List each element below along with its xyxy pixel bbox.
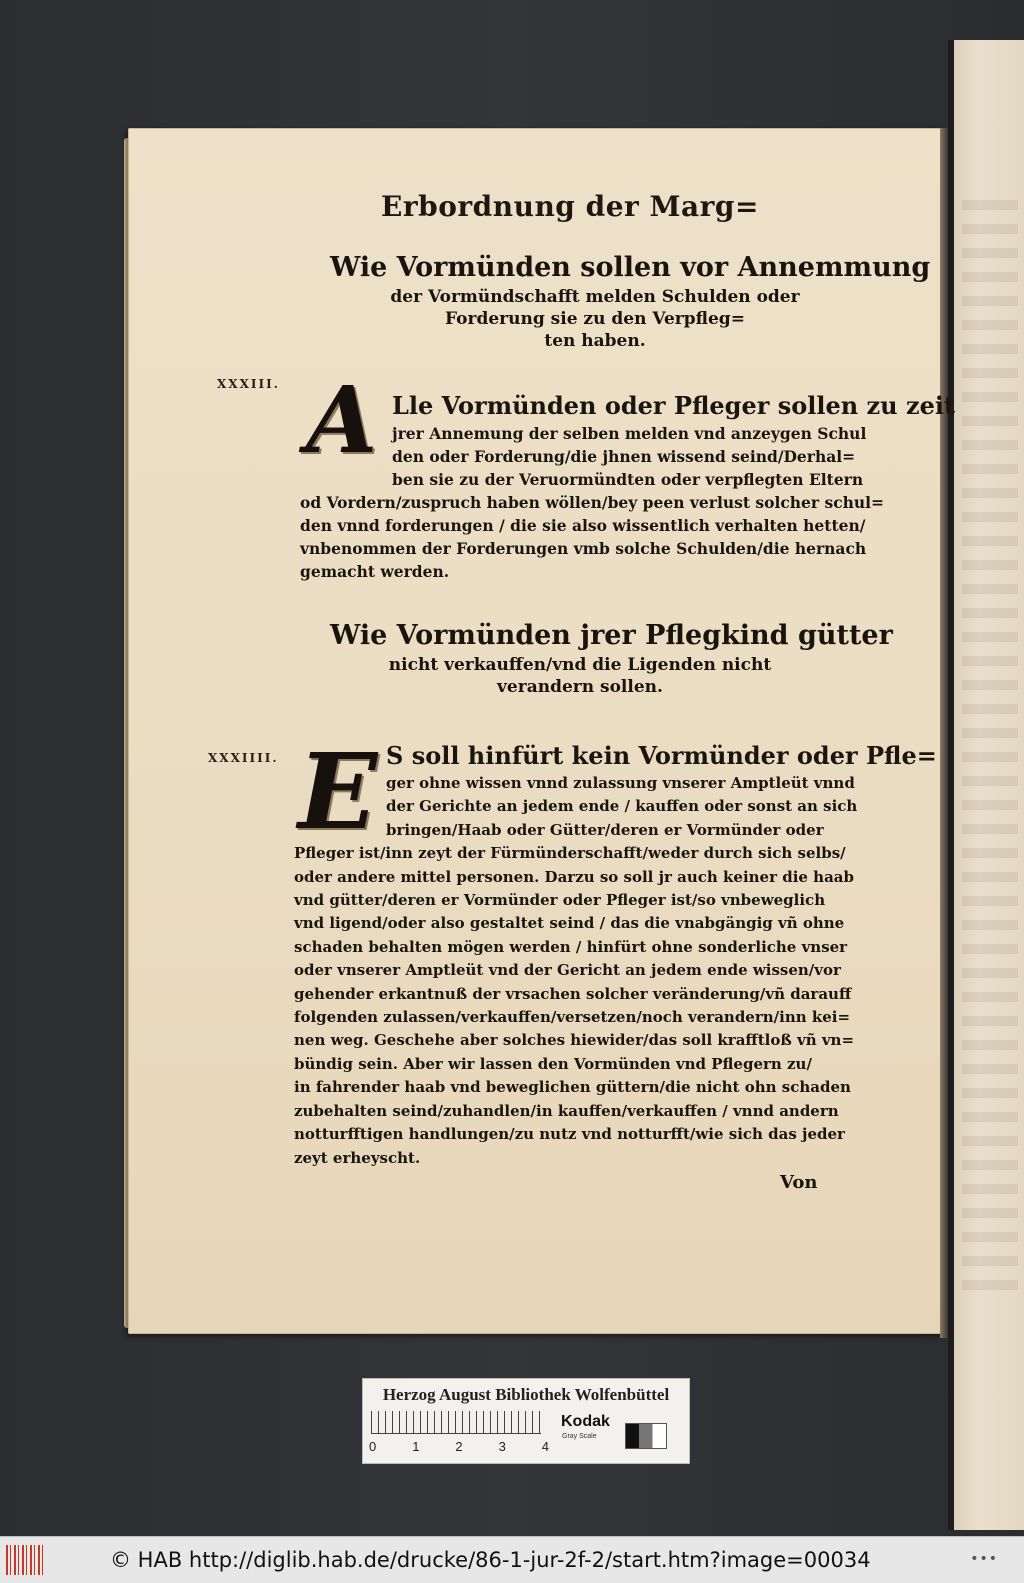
drop-cap-initial: E <box>298 730 378 853</box>
text-line: zubehalten seind/zuhandlen/in kauffen/verkauffen / vnnd andern <box>294 1101 839 1120</box>
text-line: den vnnd forderungen / die sie also wissentlich verhalten hetten/ <box>300 516 866 535</box>
text-line: Pfleger ist/inn zeyt der Fürmünderschafft/weder durch sich selbs/ <box>294 844 846 863</box>
ruler-number: 0 <box>369 1439 377 1454</box>
kodak-logo: Kodak <box>561 1413 610 1430</box>
text-line: zeyt erheyscht. <box>294 1148 421 1167</box>
text-line: S soll hinfürt kein Vormünder oder Pfle= <box>386 741 937 770</box>
heading-line: verandern sollen. <box>497 677 663 697</box>
text-line: gehender erkantnuß der vrsachen solcher veränderung/vñ darauff <box>294 984 852 1003</box>
heading-line: ten haben. <box>544 331 646 351</box>
text-line: Lle Vormünden oder Pfleger sollen zu zeit <box>392 391 956 420</box>
heading-line: nicht verkauffen/vnd die Ligenden nicht <box>388 655 772 675</box>
footer-bar <box>0 1536 1024 1583</box>
catchword: Von <box>780 1172 818 1193</box>
text-line: oder andere mittel personen. Darzu so soll jr auch keiner die haab <box>294 867 855 886</box>
running-head: Erbordnung der Marg= <box>381 190 759 223</box>
copyright-url[interactable]: © HAB http://diglib.hab.de/drucke/86-1-jur-2f-2/start.htm?image=00034 <box>110 1548 871 1572</box>
text-line: oder vnserer Amptleüt vnd der Gericht an jedem ende wissen/vor <box>294 961 841 980</box>
heading-line: Wie Vormünden sollen vor Annemmung <box>330 252 931 283</box>
ruler-number: 1 <box>412 1439 420 1454</box>
section-number-2: XXXIIII. <box>208 751 279 765</box>
text-line: od Vordern/zuspruch haben wöllen/bey peen verlust solcher schul= <box>300 493 885 512</box>
facing-page <box>948 40 1024 1530</box>
text-line: jrer Annemung der selben melden vnd anzeygen Schul <box>392 424 867 443</box>
more-options-icon[interactable]: ••• <box>970 1551 998 1567</box>
gray-scale-label: Gray Scale <box>562 1433 597 1440</box>
text-line: ben sie zu der Veruormündten oder verpflegten Eltern <box>392 470 864 489</box>
text-line: vnd ligend/oder also gestaltet seind / das die vnabgängig vñ ohne <box>294 914 845 933</box>
barcode-icon <box>6 1545 46 1575</box>
color-target-card <box>362 1378 690 1464</box>
section-heading-1 <box>330 250 931 352</box>
section-number-1: XXXIII. <box>217 377 280 391</box>
text-line: vnd gütter/deren er Vormünder oder Pfleger ist/so vnbeweglich <box>294 891 826 910</box>
drop-cap-initial: A <box>306 366 378 474</box>
text-line: notturfftigen handlungen/zu nutz vnd notturfft/wie sich das jeder <box>294 1125 845 1144</box>
library-name: Herzog August Bibliothek Wolfenbüttel <box>382 1385 670 1404</box>
heading-line: Wie Vormünden jrer Pflegkind gütter <box>330 620 893 651</box>
ruler-number: 2 <box>455 1439 463 1454</box>
text-line: nen weg. Geschehe aber solches hiewider/das soll krafftloß vñ vn= <box>294 1031 855 1050</box>
text-line: den oder Forderung/die jhnen wissend seind/Derhal= <box>392 447 856 466</box>
section-heading-2 <box>330 618 893 698</box>
ruler-numbers <box>369 1439 549 1454</box>
heading-line: Forderung sie zu den Verpfleg= <box>445 309 745 329</box>
section-paragraph-2 <box>294 730 937 1170</box>
heading-line: der Vormündschafft melden Schulden oder <box>390 287 800 307</box>
text-line: der Gerichte an jedem ende / kauffen oder sonst an sich <box>386 797 858 816</box>
page-gutter <box>940 128 948 1338</box>
gray-scale-swatch <box>625 1423 667 1449</box>
text-line: vnbenommen der Forderungen vmb solche Schulden/die hernach <box>300 539 867 558</box>
section-paragraph-1 <box>300 390 956 583</box>
text-line: folgenden zulassen/verkauffen/versetzen/noch verandern/inn kei= <box>294 1008 851 1027</box>
text-line: ger ohne wissen vnnd zulassung vnserer Amptleüt vnnd <box>386 774 855 792</box>
ruler-number: 4 <box>541 1439 549 1454</box>
ruler-number: 3 <box>498 1439 506 1454</box>
facing-page-text <box>962 200 1018 1300</box>
text-line: gemacht werden. <box>300 562 450 581</box>
scale-ruler <box>371 1411 541 1434</box>
text-line: in fahrender haab vnd beweglichen güttern/die nicht ohn schaden <box>294 1078 851 1097</box>
text-line: schaden behalten mögen werden / hinfürt ohne sonderliche vnser <box>294 937 848 956</box>
book-spine <box>948 40 954 1530</box>
text-line: bündig sein. Aber wir lassen den Vormünden vnd Pflegern zu/ <box>294 1054 812 1073</box>
text-line: bringen/Haab oder Gütter/deren er Vormünder oder <box>386 820 824 839</box>
